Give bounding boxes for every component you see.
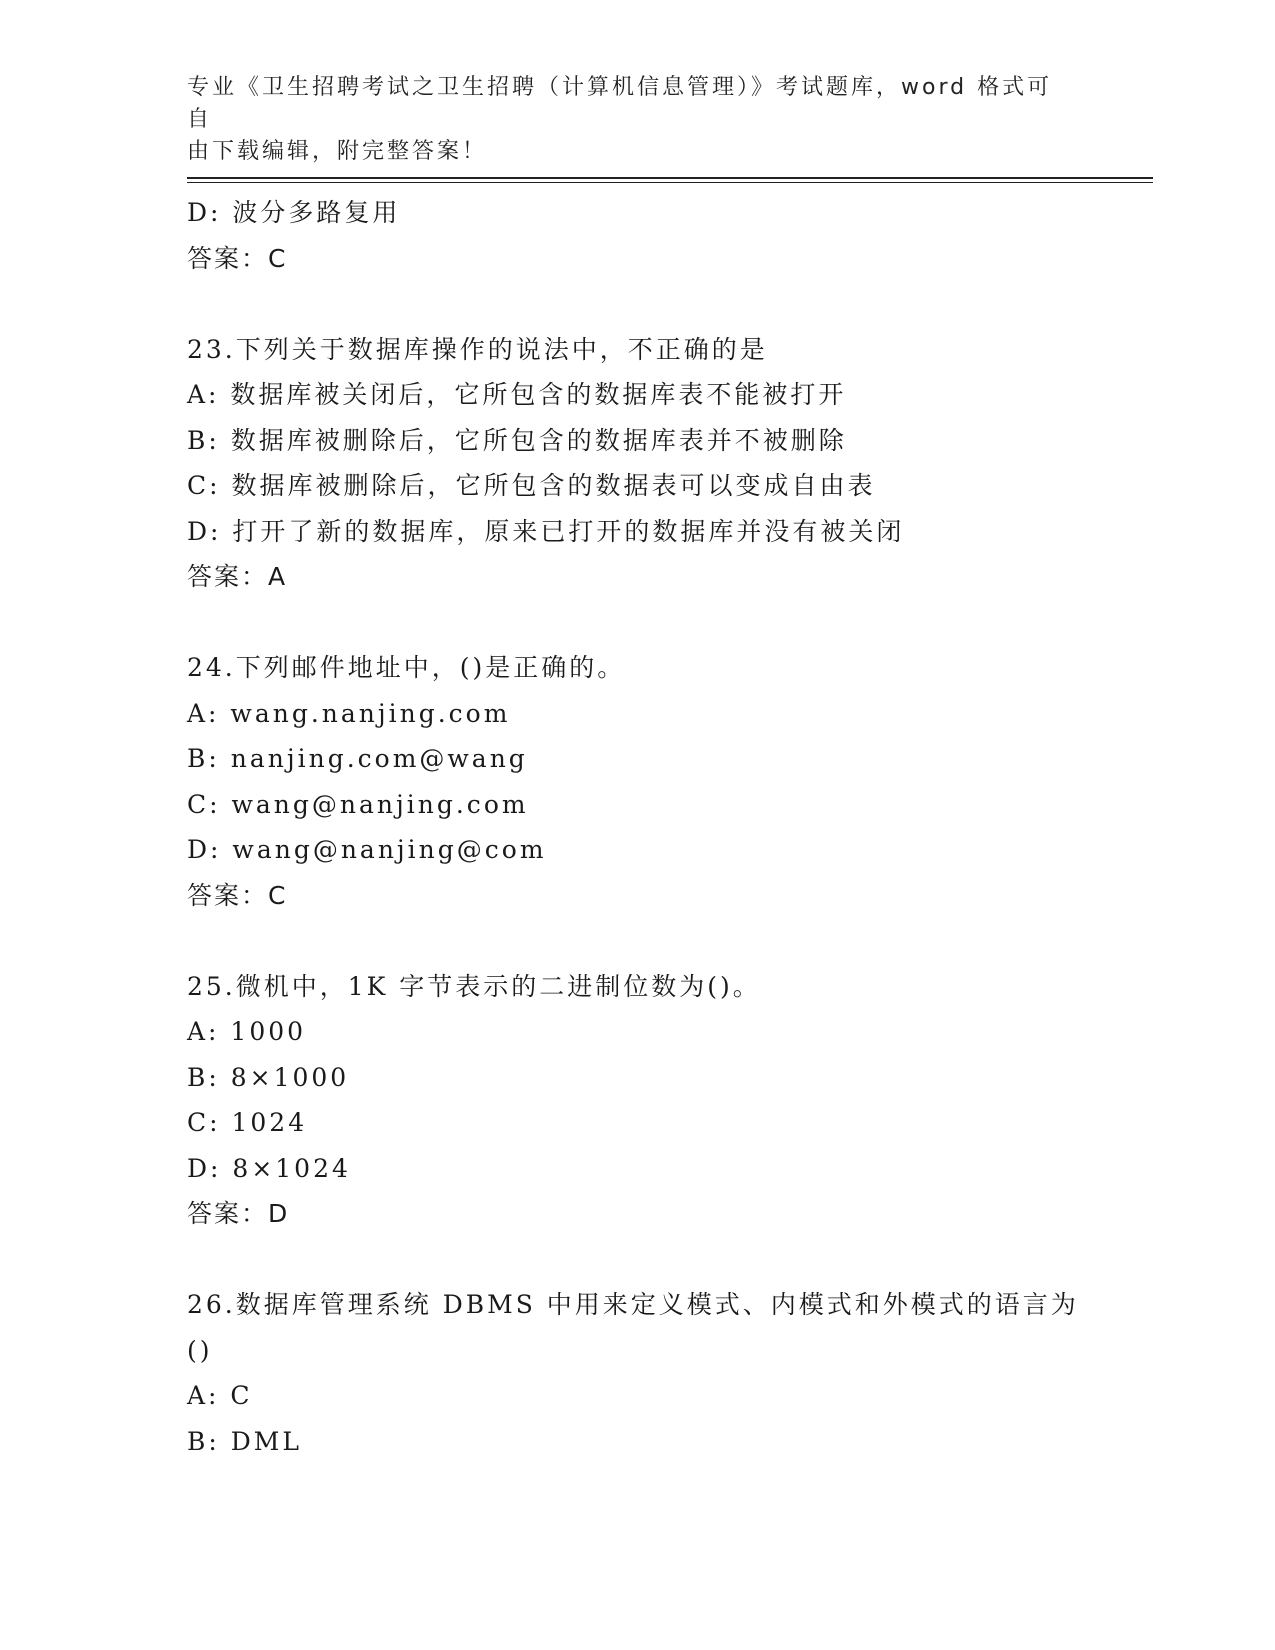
option-d: D: wang@nanjing@com [187,835,547,864]
option-d: D: 8×1024 [187,1153,351,1183]
question-text-line-2: () [187,1335,213,1365]
answer: 答案：C [187,880,288,910]
option-c: C: 数据库被删除后，它所包含的数据表可以变成自由表 [187,471,876,500]
option-d: D: 波分多路复用 [187,198,401,227]
question-text-line-1: 26.数据库管理系统 DBMS 中用来定义模式、内模式和外模式的语言为 [187,1290,1079,1319]
spacer [187,1237,1153,1283]
spacer [187,918,1153,964]
question-25 [187,964,1153,1237]
option-c: C: wang@nanjing.com [187,789,529,819]
header-line-2: 由下载编辑，附完整答案！ [187,139,488,164]
answer: 答案：C [187,243,288,273]
question-22 [187,190,1153,281]
question-list [187,190,1153,1464]
question-text: 24.下列邮件地址中，()是正确的。 [187,653,626,682]
question-text: 25.微机中，1K 字节表示的二进制位数为()。 [187,971,761,1001]
spacer [187,281,1153,327]
option-d: D: 打开了新的数据库，原来已打开的数据库并没有被关闭 [187,516,905,546]
answer: 答案：A [187,562,288,591]
option-b: B: 8×1000 [187,1062,350,1092]
option-a: A: wang.nanjing.com [187,698,511,728]
option-a: A: 数据库被关闭后，它所包含的数据库表不能被打开 [187,380,847,409]
header-line-1: 专业《卫生招聘考试之卫生招聘（计算机信息管理）》考试题库，word 格式可自 [187,75,1053,132]
header-divider-thick [187,177,1153,179]
option-b: B: nanjing.com@wang [187,744,528,773]
option-a: A: 1000 [187,1017,307,1046]
option-b: B: 数据库被删除后，它所包含的数据库表并不被删除 [187,425,847,455]
answer: 答案：D [187,1199,290,1228]
spacer [187,600,1153,646]
question-24 [187,645,1153,918]
document-header [187,72,1077,168]
question-26 [187,1282,1153,1464]
option-a: A: C [187,1381,253,1410]
header-divider-thin [187,182,1153,183]
question-text: 23.下列关于数据库操作的说法中，不正确的是 [187,334,768,364]
option-c: C: 1024 [187,1108,308,1137]
option-b: B: DML [187,1426,302,1456]
question-23 [187,327,1153,600]
